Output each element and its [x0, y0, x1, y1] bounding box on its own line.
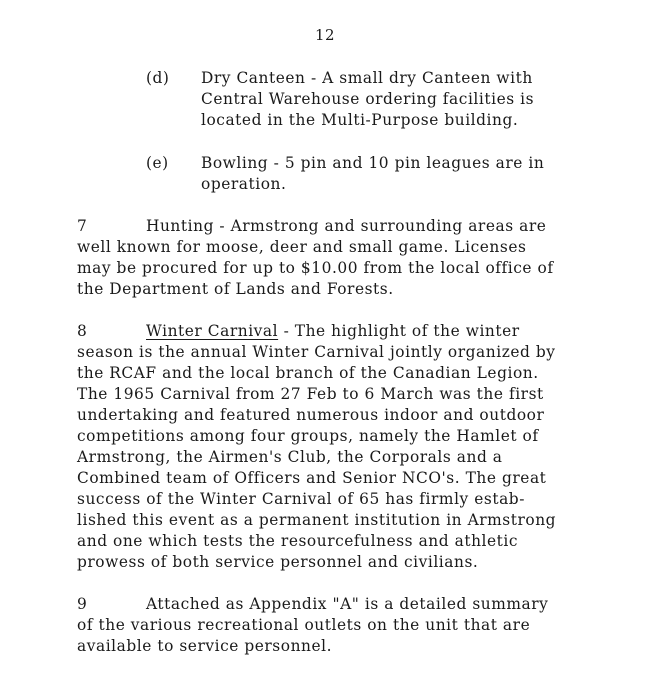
- para-8-line-10: lished this event as a permanent institution in Armstrong: [77, 511, 557, 529]
- item-e-line-1: Bowling - 5 pin and 10 pin leagues are in: [201, 154, 545, 172]
- para-8-line-1: [146, 321, 520, 341]
- para-7-line-3: may be procured for up to $10.00 from the local office of: [77, 259, 554, 277]
- para-7-number: 7: [77, 217, 87, 235]
- para-8-heading: Winter Carnival: [146, 322, 279, 340]
- item-d-line-2: Central Warehouse ordering facilities is: [201, 90, 535, 108]
- para-7-line-2: well known for moose, deer and small game. Licenses: [77, 238, 527, 256]
- page-number: 12: [314, 26, 336, 44]
- para-8-line-8: Combined team of Officers and Senior NCO's. The great: [77, 469, 547, 487]
- para-8-line-2: season is the annual Winter Carnival jointly organized by: [77, 343, 556, 361]
- para-7-line-4: the Department of Lands and Forests.: [77, 280, 394, 298]
- item-e-line-2: operation.: [201, 175, 287, 193]
- para-9-line-3: available to service personnel.: [77, 637, 333, 655]
- para-7-line-1: Hunting - Armstrong and surrounding areas are: [146, 217, 547, 235]
- para-8-line-11: and one which tests the resourcefulness and athletic: [77, 532, 519, 550]
- para-8-line-5: undertaking and featured numerous indoor and outdoor: [77, 406, 545, 424]
- para-8-line-3: the RCAF and the local branch of the Canadian Legion.: [77, 364, 539, 382]
- item-d-label: (d): [146, 69, 170, 87]
- para-8-line-6: competitions among four groups, namely the Hamlet of: [77, 427, 539, 445]
- item-d-line-1: Dry Canteen - A small dry Canteen with: [201, 69, 533, 87]
- item-e-label: (e): [146, 154, 169, 172]
- para-8-line-12: prowess of both service personnel and civilians.: [77, 553, 479, 571]
- item-d-line-3: located in the Multi-Purpose building.: [201, 111, 519, 129]
- para-8-number: 8: [77, 322, 87, 340]
- para-8-line-4: The 1965 Carnival from 27 Feb to 6 March was the first: [77, 385, 544, 403]
- para-9-line-1: Attached as Appendix "A" is a detailed summary: [146, 595, 549, 613]
- para-8-line-9: success of the Winter Carnival of 65 has firmly estab-: [77, 490, 525, 508]
- para-8-line-7: Armstrong, the Airmen's Club, the Corporals and a: [77, 448, 503, 466]
- para-9-line-2: of the various recreational outlets on the unit that are: [77, 616, 531, 634]
- para-8-line-1-rest: - The highlight of the winter: [278, 322, 520, 340]
- para-9-number: 9: [77, 595, 87, 613]
